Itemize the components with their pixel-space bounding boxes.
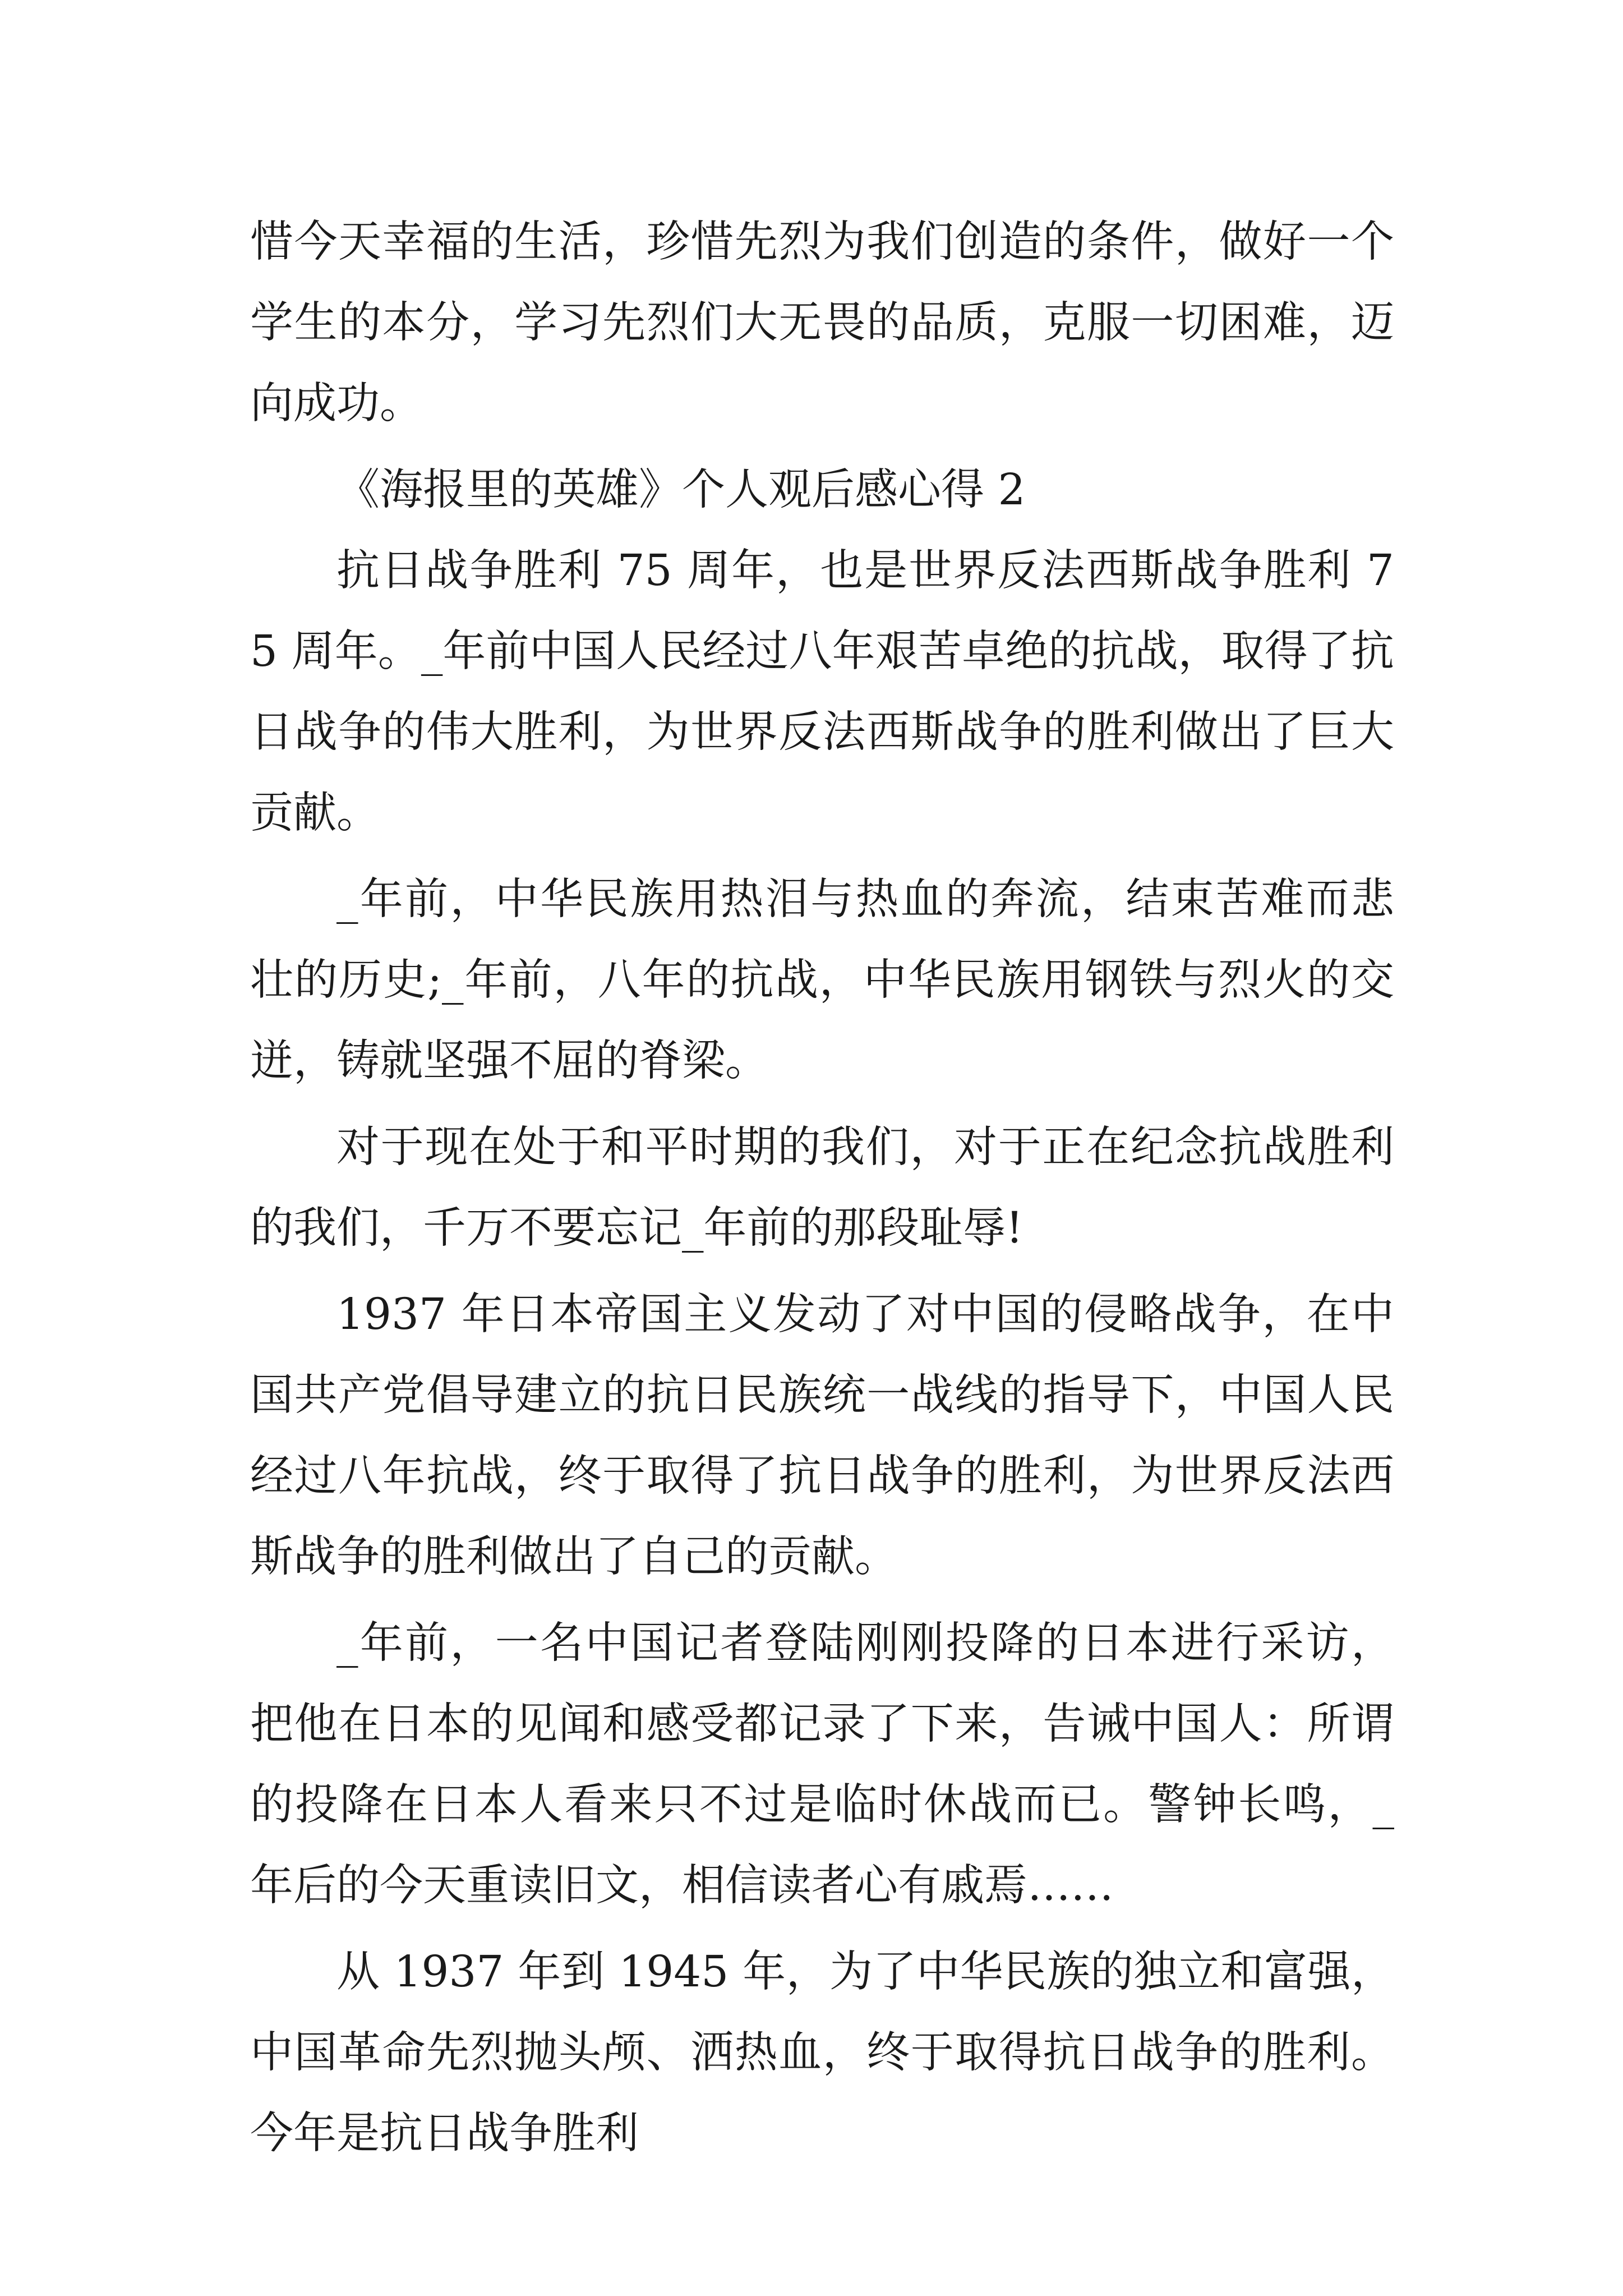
paragraph-6: 从 1937 年到 1945 年，为了中华民族的独立和富强，中国革命先烈抛头颅、洒热血，终于取得抗日战争的胜利。今年是抗日战争胜利 [250,1947,1394,2159]
paragraph-1: 抗日战争胜利 75 周年，也是世界反法西斯战争胜利 75 周年。_年前中国人民经过八年艰苦卓绝的抗战，取得了抗日战争的伟大胜利，为世界反法西斯战争的胜利做出了巨大贡献。 [250,546,1394,838]
paragraph-4: 1937 年日本帝国主义发动了对中国的侵略战争，在中国共产党倡导建立的抗日民族统一战线的指导下，中国人民经过八年抗战，终于取得了抗日战争的胜利，为世界反法西斯战争的胜利做出了自己的贡献。 [250,1290,1394,1582]
paragraph-5: _年前，一名中国记者登陆刚刚投降的日本进行采访，把他在日本的见闻和感受都记录了下来，告诫中国人：所谓的投降在日本人看来只不过是临时休战而已。警钟长鸣，_年后的今天重读旧文，相信读者心有戚焉…… [250,1618,1394,1911]
document-body [250,202,1394,2174]
paragraph-2: _年前，中华民族用热泪与热血的奔流，结束苦难而悲壮的历史;_年前，八年的抗战，中华民族用钢铁与烈火的交迸，铸就坚强不屈的脊梁。 [250,875,1394,1086]
paragraph-continued: 惜今天幸福的生活，珍惜先烈为我们创造的条件，做好一个学生的本分，学习先烈们大无畏的品质，克服一切困难，迈向成功。 [250,217,1394,429]
paragraph-3: 对于现在处于和平时期的我们，对于正在纪念抗战胜利的我们，千万不要忘记_年前的那段耻辱! [250,1122,1394,1253]
section-heading: 《海报里的英雄》个人观后感心得 2 [336,465,1026,515]
